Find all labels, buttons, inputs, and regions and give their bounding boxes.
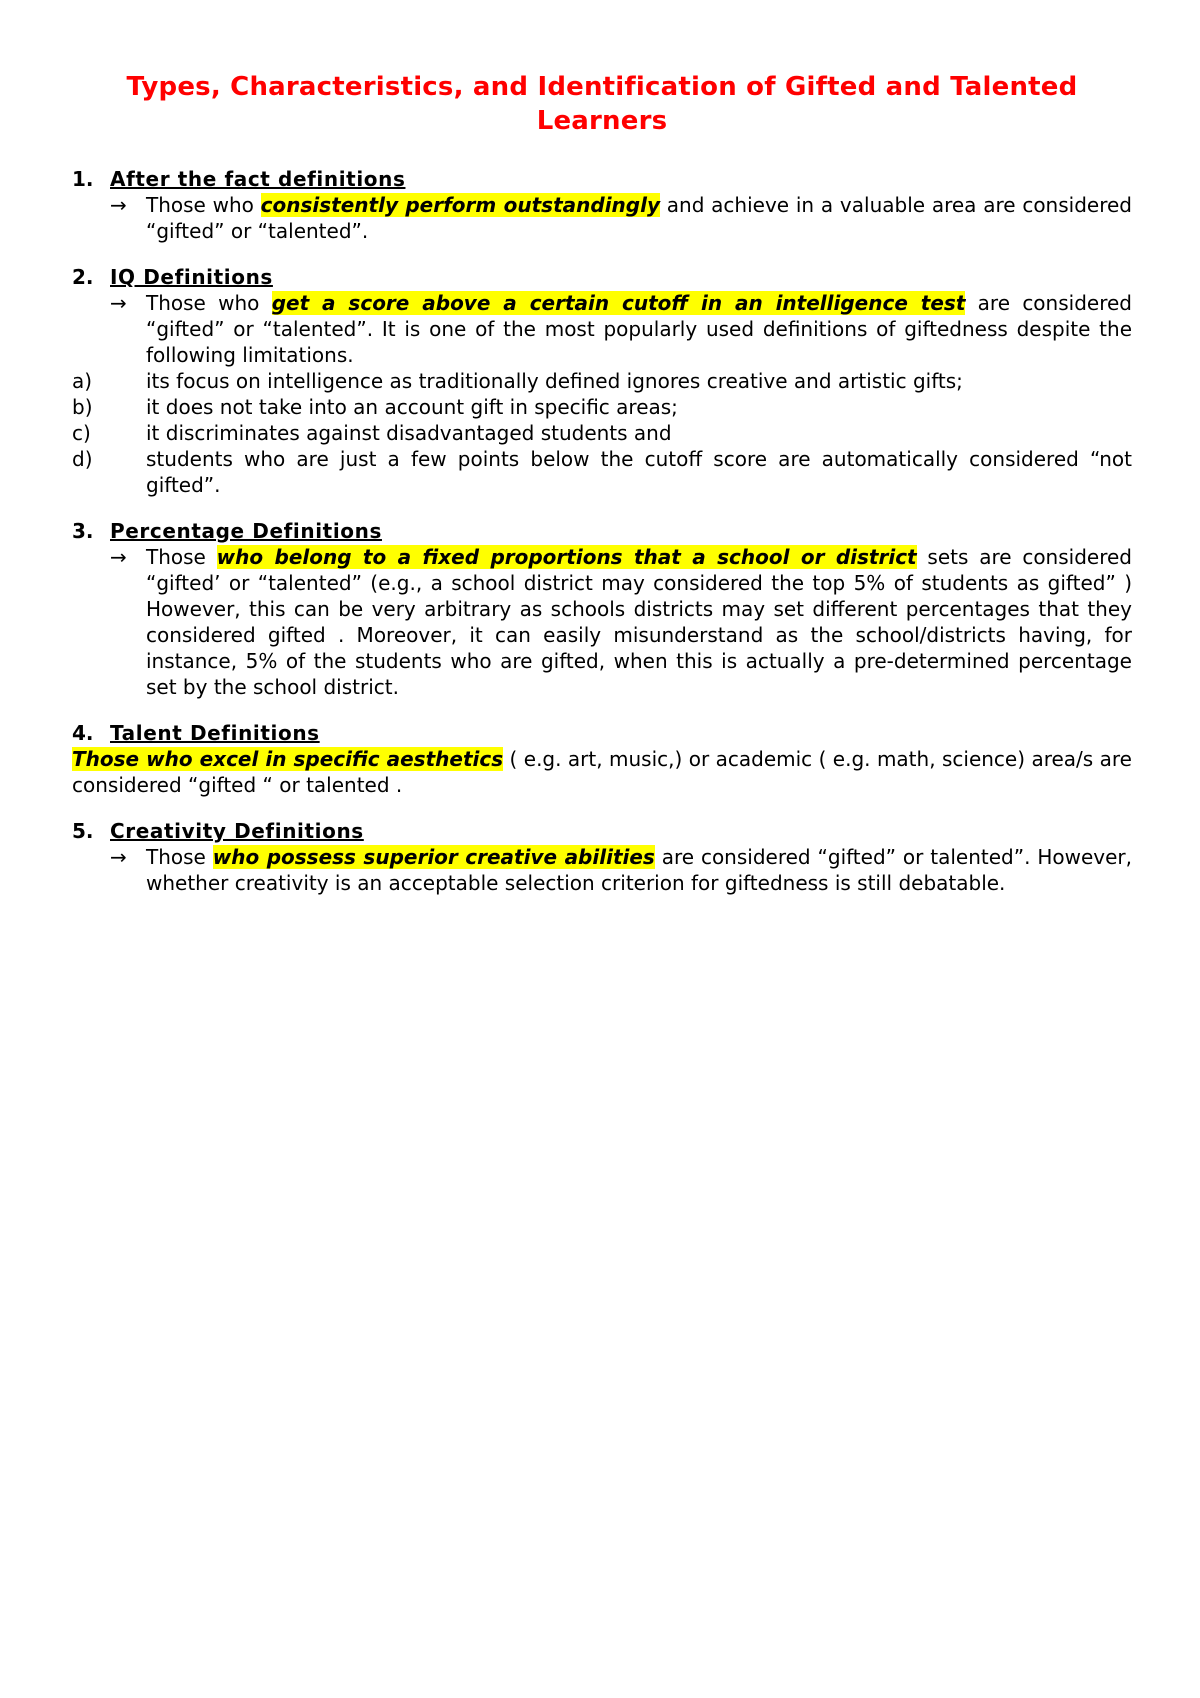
definition-text-post: are considered “gifted” or “talented”. It is one of the most popularly used definitions of giftedness despite the following limitations. <box>146 291 1132 367</box>
highlighted-phrase: who belong to a fixed proportions that a school or district <box>216 545 917 569</box>
section-heading <box>72 720 1132 746</box>
document-title <box>72 70 1132 138</box>
title-line-2: Learners <box>536 106 668 136</box>
section-heading <box>72 166 1132 192</box>
section-heading-text: Percentage Definitions <box>110 519 382 543</box>
section-heading <box>72 518 1132 544</box>
limitation-item <box>72 420 1132 446</box>
highlighted-phrase: who possess superior creative abilities <box>212 845 655 869</box>
definition-text-post: ( e.g. art, music,) or academic ( e.g. math, science) area/s are considered “gifted “ or talented . <box>72 747 1132 797</box>
right-arrow-icon: → <box>110 845 127 869</box>
limitation-item <box>72 394 1132 420</box>
definition-text-pre: Those who <box>146 291 272 315</box>
limitation-item <box>72 446 1132 498</box>
limitation-label: c) <box>72 421 91 445</box>
section-number: 1. <box>72 167 94 191</box>
section-heading <box>72 264 1132 290</box>
section-number: 5. <box>72 819 94 843</box>
section-after-the-fact <box>72 166 1132 244</box>
section-iq <box>72 264 1132 498</box>
section-number: 2. <box>72 265 94 289</box>
definition-item <box>110 192 1132 244</box>
highlighted-phrase: consistently perform outstandingly <box>260 193 660 217</box>
limitation-label: d) <box>72 447 93 471</box>
limitation-text: students who are just a few points below the cutoff score are automatically considered “not gifted”. <box>146 447 1132 497</box>
definition-item <box>110 844 1132 896</box>
right-arrow-icon: → <box>110 545 127 569</box>
definition-text <box>72 746 1132 798</box>
section-creativity <box>72 818 1132 896</box>
definition-text-pre: Those <box>146 545 217 569</box>
definition-text <box>146 844 1132 896</box>
limitation-label: a) <box>72 369 93 393</box>
definition-text-post: sets are considered “gifted’ or “talented” (e.g., a school district may considered the top 5% of students as gifted” ) However, this can be very arbitrary as schools districts may set different percentages that they considered gifted . Moreover, it can easily misunderstand as the school/districts having, for instance, 5% of the students who are gifted, when this is actually a pre-determined percentage set by the school district. <box>146 545 1132 699</box>
right-arrow-icon: → <box>110 193 127 217</box>
definition-text-post: are considered “gifted” or talented”. However, whether creativity is an acceptable selection criterion for giftedness is still debatable. <box>146 845 1132 895</box>
definition-item <box>110 544 1132 700</box>
limitation-text: it discriminates against disadvantaged students and <box>146 421 672 445</box>
limitation-item <box>72 368 1132 394</box>
section-talent <box>72 720 1132 798</box>
limitation-text: it does not take into an account gift in specific areas; <box>146 395 678 419</box>
definition-text-pre: Those <box>146 845 213 869</box>
section-heading-text: IQ Definitions <box>110 265 273 289</box>
limitation-text: its focus on intelligence as traditionally defined ignores creative and artistic gifts; <box>146 369 963 393</box>
title-line-1: Types, Characteristics, and Identification of Gifted and Talented <box>126 72 1078 102</box>
section-number: 3. <box>72 519 94 543</box>
right-arrow-icon: → <box>110 291 127 315</box>
limitation-label: b) <box>72 395 93 419</box>
definition-text <box>146 192 1132 244</box>
section-heading-text: After the fact definitions <box>110 167 406 191</box>
definition-text-pre: Those who <box>146 193 261 217</box>
section-number: 4. <box>72 721 94 745</box>
section-heading-text: Talent Definitions <box>110 721 320 745</box>
highlighted-phrase: Those who excel in specific aesthetics <box>72 747 504 771</box>
definition-text <box>146 544 1132 700</box>
section-heading <box>72 818 1132 844</box>
definition-text <box>146 290 1132 368</box>
section-heading-text: Creativity Definitions <box>110 819 364 843</box>
section-percentage <box>72 518 1132 700</box>
highlighted-phrase: get a score above a certain cutoff in an intelligence test <box>271 291 966 315</box>
definition-item <box>110 290 1132 368</box>
definition-text-post: and achieve in a valuable area are considered “gifted” or “talented”. <box>146 193 1132 243</box>
